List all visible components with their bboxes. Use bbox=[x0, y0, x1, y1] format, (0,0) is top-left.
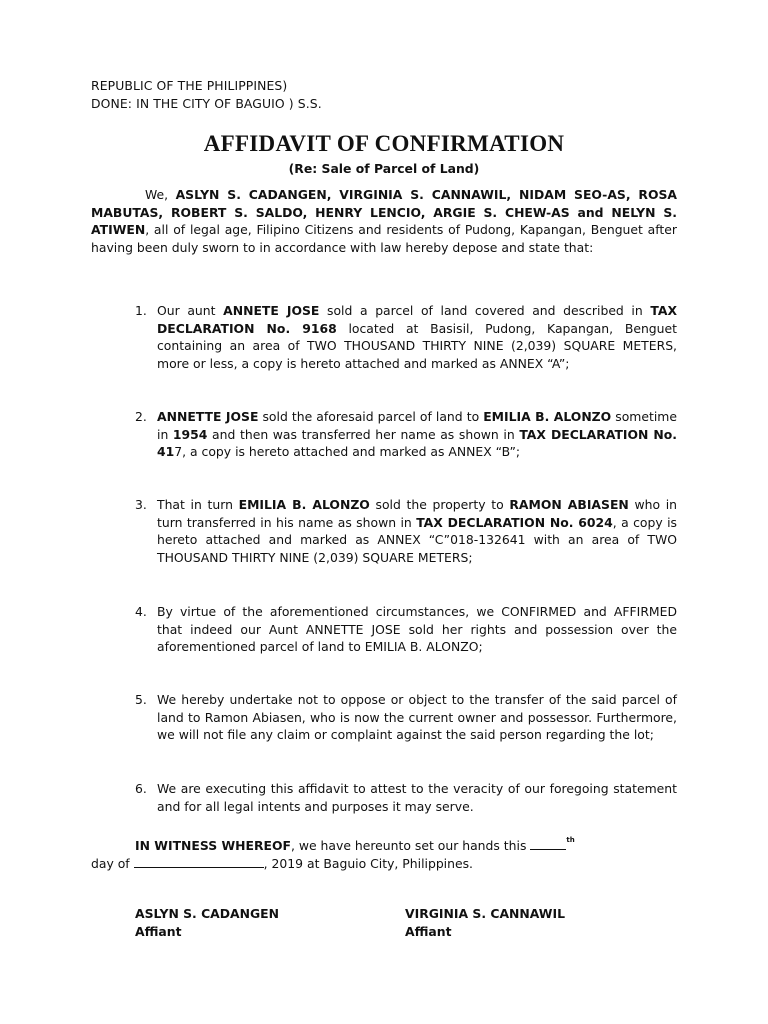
signature-block-1 bbox=[135, 905, 279, 940]
signatory-name: VIRGINIA S. CANNAWIL bbox=[405, 906, 565, 921]
list-item-text: That in turn EMILIA B. ALONZO sold the property to RAMON ABIASEN who in turn transferred in his name as shown in TAX DECLARATION No. 6024, a copy is hereto attached and marked as ANNEX “C”018-132641 with an area of TWO THOUSAND THIRTY NINE (2,039) SQUARE METERS; bbox=[157, 497, 677, 565]
date-month-blank[interactable] bbox=[134, 855, 264, 868]
list-number: 5. bbox=[135, 692, 147, 707]
list-item-2 bbox=[135, 408, 677, 461]
signatory-name: ASLYN S. CADANGEN bbox=[135, 906, 280, 921]
venue-block bbox=[91, 77, 322, 113]
list-number: 6. bbox=[135, 781, 147, 796]
intro-paragraph bbox=[91, 186, 677, 256]
ordinal-suffix: th bbox=[566, 836, 575, 844]
list-item-4 bbox=[135, 603, 677, 656]
list-item-3 bbox=[135, 496, 677, 566]
list-number: 3. bbox=[135, 497, 147, 512]
witness-heading: IN WITNESS WHEREOF bbox=[135, 838, 291, 853]
list-item-text: By virtue of the aforementioned circumstances, we CONFIRMED and AFFIRMED that indeed our Aunt ANNETTE JOSE sold her rights and possession over the aforementioned parcel of land to EMILIA B. ALONZO; bbox=[157, 604, 677, 655]
date-day-blank[interactable] bbox=[530, 837, 566, 850]
list-number: 4. bbox=[135, 604, 147, 619]
list-item-text: ANNETTE JOSE sold the aforesaid parcel of land to EMILIA B. ALONZO sometime in 1954 and then was transferred her name as shown in TAX DECLARATION No. 417, a copy is hereto attached and marked as ANNEX “B”; bbox=[157, 409, 677, 460]
signature-block-2 bbox=[405, 905, 565, 940]
list-item-text: Our aunt ANNETE JOSE sold a parcel of land covered and described in TAX DECLARATION No. 9168 located at Basisil, Pudong, Kapangan, Benguet containing an area of TWO THOUSAND THIRTY NINE (2,039) SQUARE METERS, more or less, a copy is hereto attached and marked as ANNEX “A”; bbox=[157, 303, 677, 371]
venue-line-2: DONE: IN THE CITY OF BAGUIO ) S.S. bbox=[91, 96, 322, 111]
intro-lead: We, bbox=[145, 187, 176, 202]
signatory-role: Affiant bbox=[135, 923, 182, 939]
list-item-text: We hereby undertake not to oppose or object to the transfer of the said parcel of land to Ramon Abiasen, who is now the current owner and possessor. Furthermore, we will not file any claim or complaint against the said person regarding the lot; bbox=[157, 692, 677, 743]
list-item-text: We are executing this affidavit to attest to the veracity of our foregoing statement and for all legal intents and purposes it may serve. bbox=[157, 781, 677, 814]
list-number: 2. bbox=[135, 409, 147, 424]
document-title: AFFIDAVIT OF CONFIRMATION bbox=[203, 131, 565, 156]
witness-clause: IN WITNESS WHEREOF, we have hereunto set our hands this $^{th}$ day of , 2019 at Baguio City, Philippines. bbox=[91, 836, 575, 871]
list-item-5 bbox=[135, 691, 677, 744]
signatory-role: Affiant bbox=[405, 923, 452, 939]
list-item-1 bbox=[135, 302, 677, 372]
affiant-names: ASLYN S. CADANGEN, VIRGINIA S. CANNAWIL, NIDAM SEO-AS, ROSA MABUTAS, ROBERT S. SALDO, HENRY LENCIO, ARGIE S. CHEW-AS and NELYN S. ATIWEN bbox=[91, 187, 677, 238]
intro-rest: , all of legal age, Filipino Citizens and residents of Pudong, Kapangan, Benguet after having been duly sworn to in accordance with law hereby depose and state that: bbox=[91, 222, 677, 255]
venue-line-1: REPUBLIC OF THE PHILIPPINES) bbox=[91, 78, 288, 93]
document-subtitle: (Re: Sale of Parcel of Land) bbox=[288, 161, 480, 176]
list-number: 1. bbox=[135, 303, 147, 318]
list-item-6 bbox=[135, 780, 677, 815]
